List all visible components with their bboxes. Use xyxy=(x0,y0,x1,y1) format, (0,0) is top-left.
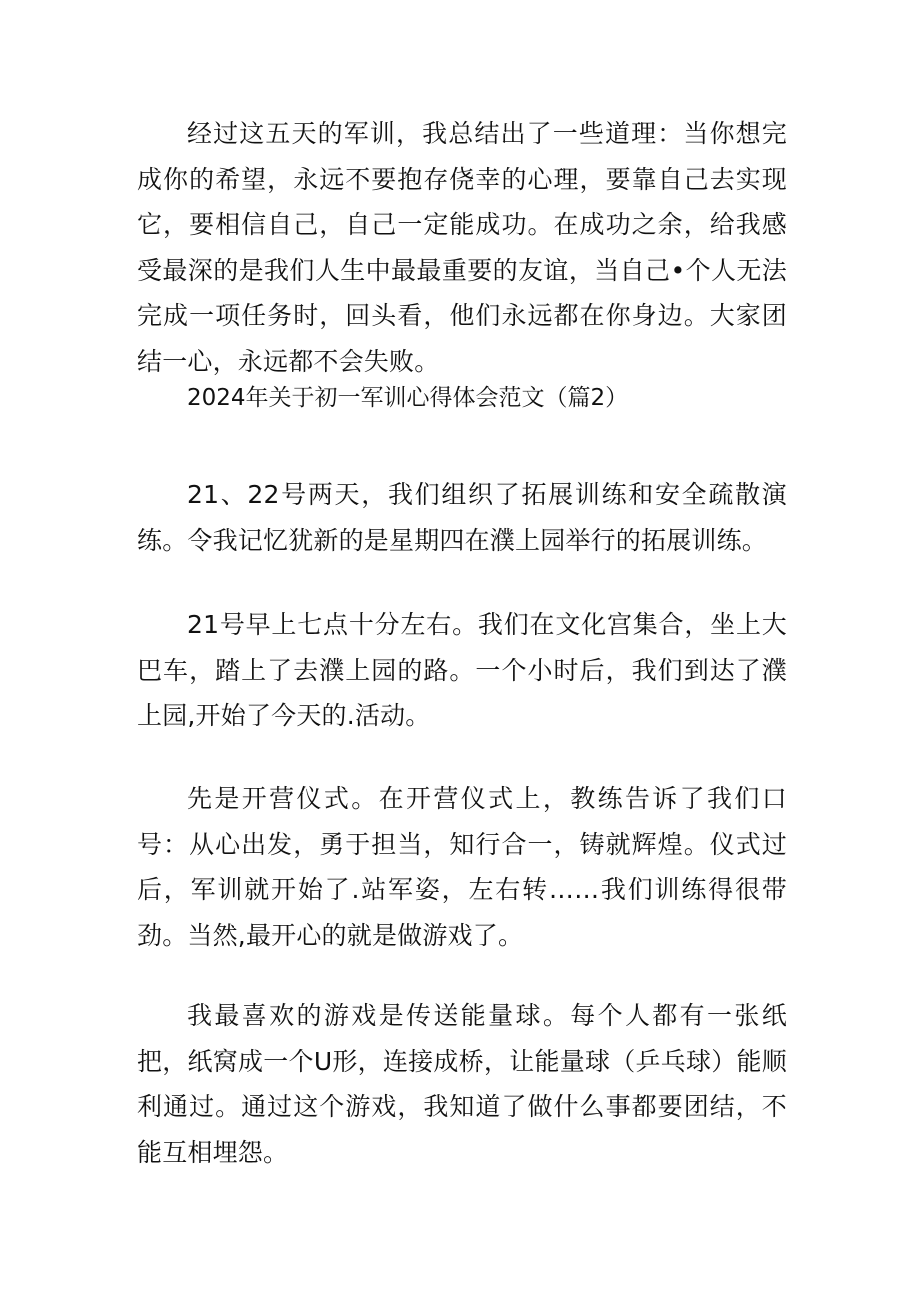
paragraph-1: 经过这五天的军训，我总结出了一些道理：当你想完成你的希望，永远不要抱存侥幸的心理，要靠自己去实现它，要相信自己，自己一定能成功。在成功之余，给我感受最深的是我们人生中最最重要的友谊，当自己•个人无法完成一项任务时，回头看，他们永远都在你身边。大家团结一心，永远都不会失败。 xyxy=(137,119,787,376)
paragraph-3: 21号早上七点十分左右。我们在文化宫集合，坐上大巴车，踏上了去濮上园的路。一个小时后，我们到达了濮上园,开始了今天的.活动。 xyxy=(137,610,787,730)
section-heading: 2024年关于初一军训心得体会范文（篇2） xyxy=(187,385,629,411)
paragraph-4: 先是开营仪式。在开营仪式上，教练告诉了我们口号：从心出发，勇于担当，知行合一，铸就辉煌。仪式过后，军训就开始了.站军姿，左右转……我们训练得很带劲。当然,最开心的就是做游戏了。 xyxy=(137,784,787,950)
paragraph-5: 我最喜欢的游戏是传送能量球。每个人都有一张纸把，纸窝成一个U形，连接成桥，让能量球（乒乓球）能顺利通过。通过这个游戏，我知道了做什么事都要团结，不能互相埋怨。 xyxy=(137,1001,787,1167)
paragraph-2: 21、22号两天，我们组织了拓展训练和安全疏散演练。令我记忆犹新的是星期四在濮上园举行的拓展训练。 xyxy=(137,480,787,555)
